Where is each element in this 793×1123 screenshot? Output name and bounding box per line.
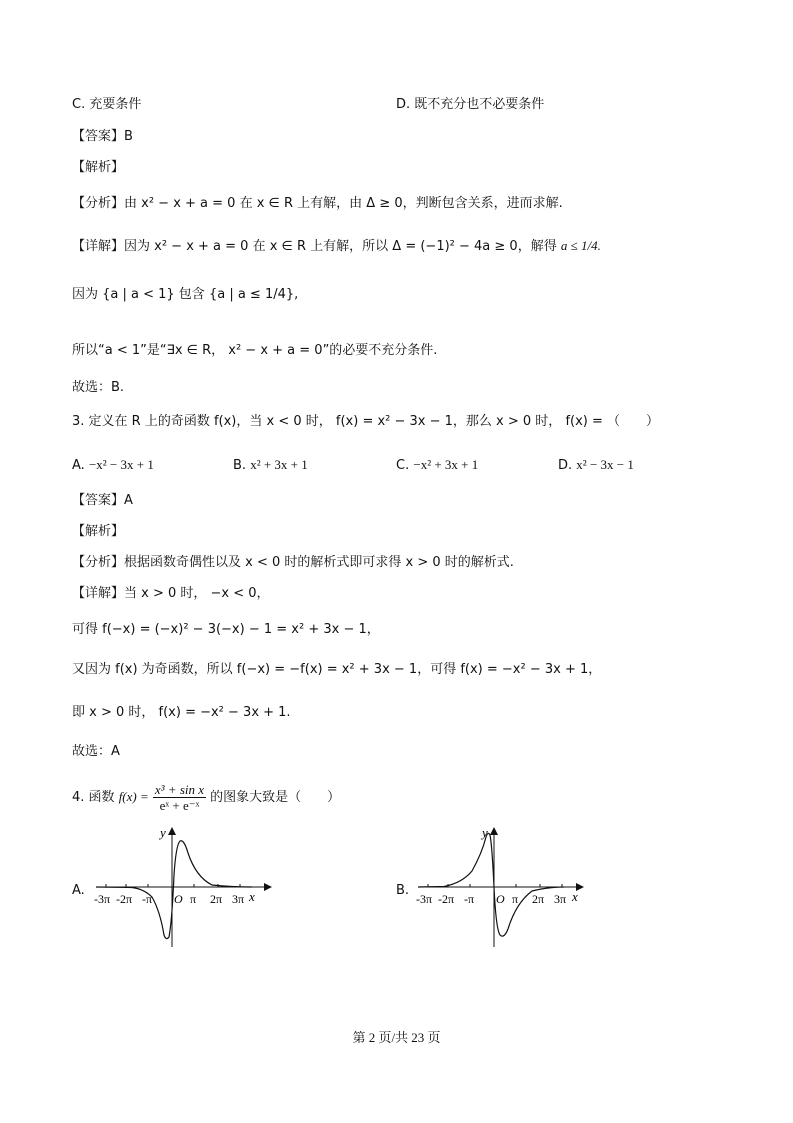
q3-fenxi-tag: 【分析】	[72, 555, 125, 570]
xiangjie-text: 因为 x² − x + a = 0 在 x ∈ R 上有解，所以 Δ = (−1)² − 4a ≥ 0，解得	[124, 239, 557, 254]
q3-fenxi-line	[72, 553, 514, 573]
option-c: C. 充要条件	[72, 97, 142, 112]
graph-b	[414, 825, 594, 953]
answer-tag: 【答案】	[72, 129, 125, 144]
q3-option-c-label: C.	[396, 458, 410, 473]
fenxi-line	[72, 194, 563, 214]
inclusion-line: 因为 {a | a < 1} 包含 {a | a ≤ 1/4},	[72, 287, 299, 302]
fenxi-tag: 【分析】	[72, 196, 125, 211]
tick-negpi: -π	[142, 892, 153, 906]
xiangjie-tag: 【详解】	[72, 239, 125, 254]
y-label: y	[482, 825, 488, 840]
q3-option-c-expr: −x² + 3x + 1	[413, 457, 479, 472]
tick-3pi: 3π	[232, 892, 245, 906]
q4-f-of-x: f(x) =	[118, 789, 149, 804]
graph-a	[92, 825, 272, 953]
tick-2pi: 2π	[210, 892, 223, 906]
tick-neg2pi: -2π	[116, 892, 133, 906]
y-axis-arrow	[490, 827, 498, 835]
q3-option-b-label: B.	[233, 458, 247, 473]
x-axis-arrow	[264, 883, 272, 891]
q3-step-2: 可得 f(−x) = (−x)² − 3(−x) − 1 = x² + 3x − 1，	[72, 622, 380, 637]
y-axis-arrow	[168, 827, 176, 835]
q3-option-b	[233, 455, 308, 476]
q3-option-c	[396, 455, 478, 476]
option-d: D. 既不充分也不必要条件	[396, 97, 545, 112]
tick-2pi: 2π	[532, 892, 545, 906]
q3-fenxi-text: 根据函数奇偶性以及 x < 0 时的解析式即可求得 x > 0 时的解析式.	[124, 555, 514, 570]
answer-line	[72, 127, 133, 147]
q4-fraction	[153, 782, 206, 813]
q4-numerator: x³ + sin x	[154, 782, 205, 797]
q3-xiangjie-line	[72, 584, 270, 604]
tick-negpi: -π	[464, 892, 475, 906]
conclusion-q3: 故选：A	[72, 744, 120, 759]
x-label: x	[572, 889, 578, 904]
q3-answer-tag: 【答案】	[72, 493, 125, 508]
curve-b	[418, 833, 567, 936]
q4-stem-prefix: 4. 函数	[72, 790, 115, 805]
q3-xiangjie-text: 当 x > 0 时， −x < 0，	[124, 586, 270, 601]
q3-option-d-label: D.	[558, 458, 573, 473]
tick-pi: π	[190, 892, 197, 906]
q4-option-a-label: A.	[72, 883, 85, 898]
q3-option-d	[558, 455, 634, 476]
q3-xiangjie-tag: 【详解】	[72, 586, 125, 601]
q3-stem: 3. 定义在 R 上的奇函数 f(x)，当 x < 0 时， f(x) = x² − 3x − 1，那么 x > 0 时， f(x) = （ ）	[72, 414, 660, 429]
analysis-tag: 【解析】	[72, 160, 125, 175]
fenxi-text: 由 x² − x + a = 0 在 x ∈ R 上有解，由 Δ ≥ 0，判断包含关系，进而求解.	[124, 196, 563, 211]
q3-answer-value: A	[124, 493, 133, 508]
y-label: y	[160, 825, 166, 840]
q3-option-d-expr: x² − 3x − 1	[576, 457, 634, 472]
origin-label: O	[174, 892, 183, 906]
q3-step-4: 即 x > 0 时， f(x) = −x² − 3x + 1.	[72, 705, 291, 720]
q4-stem-suffix: 的图象大致是（ ）	[210, 790, 341, 805]
xiangjie-tail: a ≤ 1/4.	[560, 238, 601, 253]
xiangjie-line	[72, 236, 601, 257]
origin-label: O	[496, 892, 505, 906]
q3-option-a	[72, 455, 154, 476]
page-footer: 第 2 页/共 23 页	[352, 1030, 441, 1045]
curve-a	[96, 841, 252, 939]
answer-value: B	[124, 129, 133, 144]
q3-option-b-expr: x² + 3x + 1	[250, 457, 308, 472]
q3-answer-line	[72, 491, 133, 511]
x-label: x	[249, 889, 255, 904]
tick-neg3pi: -3π	[416, 892, 433, 906]
q4-stem	[72, 775, 340, 820]
conclusion-q2: 故选：B.	[72, 380, 125, 395]
q4-option-b-label: B.	[396, 883, 410, 898]
q3-analysis-tag: 【解析】	[72, 524, 125, 539]
tick-pi: π	[512, 892, 519, 906]
q4-denominator: eˣ + e⁻ˣ	[159, 798, 200, 813]
necessary-line: 所以“a < 1”是“∃x ∈ R， x² − x + a = 0”的必要不充分条件.	[72, 343, 438, 358]
q3-step-3: 又因为 f(x) 为奇函数，所以 f(−x) = −f(x) = x² + 3x − 1，可得 f(x) = −x² − 3x + 1，	[72, 662, 602, 677]
tick-neg3pi: -3π	[94, 892, 111, 906]
tick-neg2pi: -2π	[438, 892, 455, 906]
q3-option-a-label: A.	[72, 458, 85, 473]
q3-option-a-expr: −x² − 3x + 1	[88, 457, 154, 472]
tick-3pi: 3π	[554, 892, 567, 906]
